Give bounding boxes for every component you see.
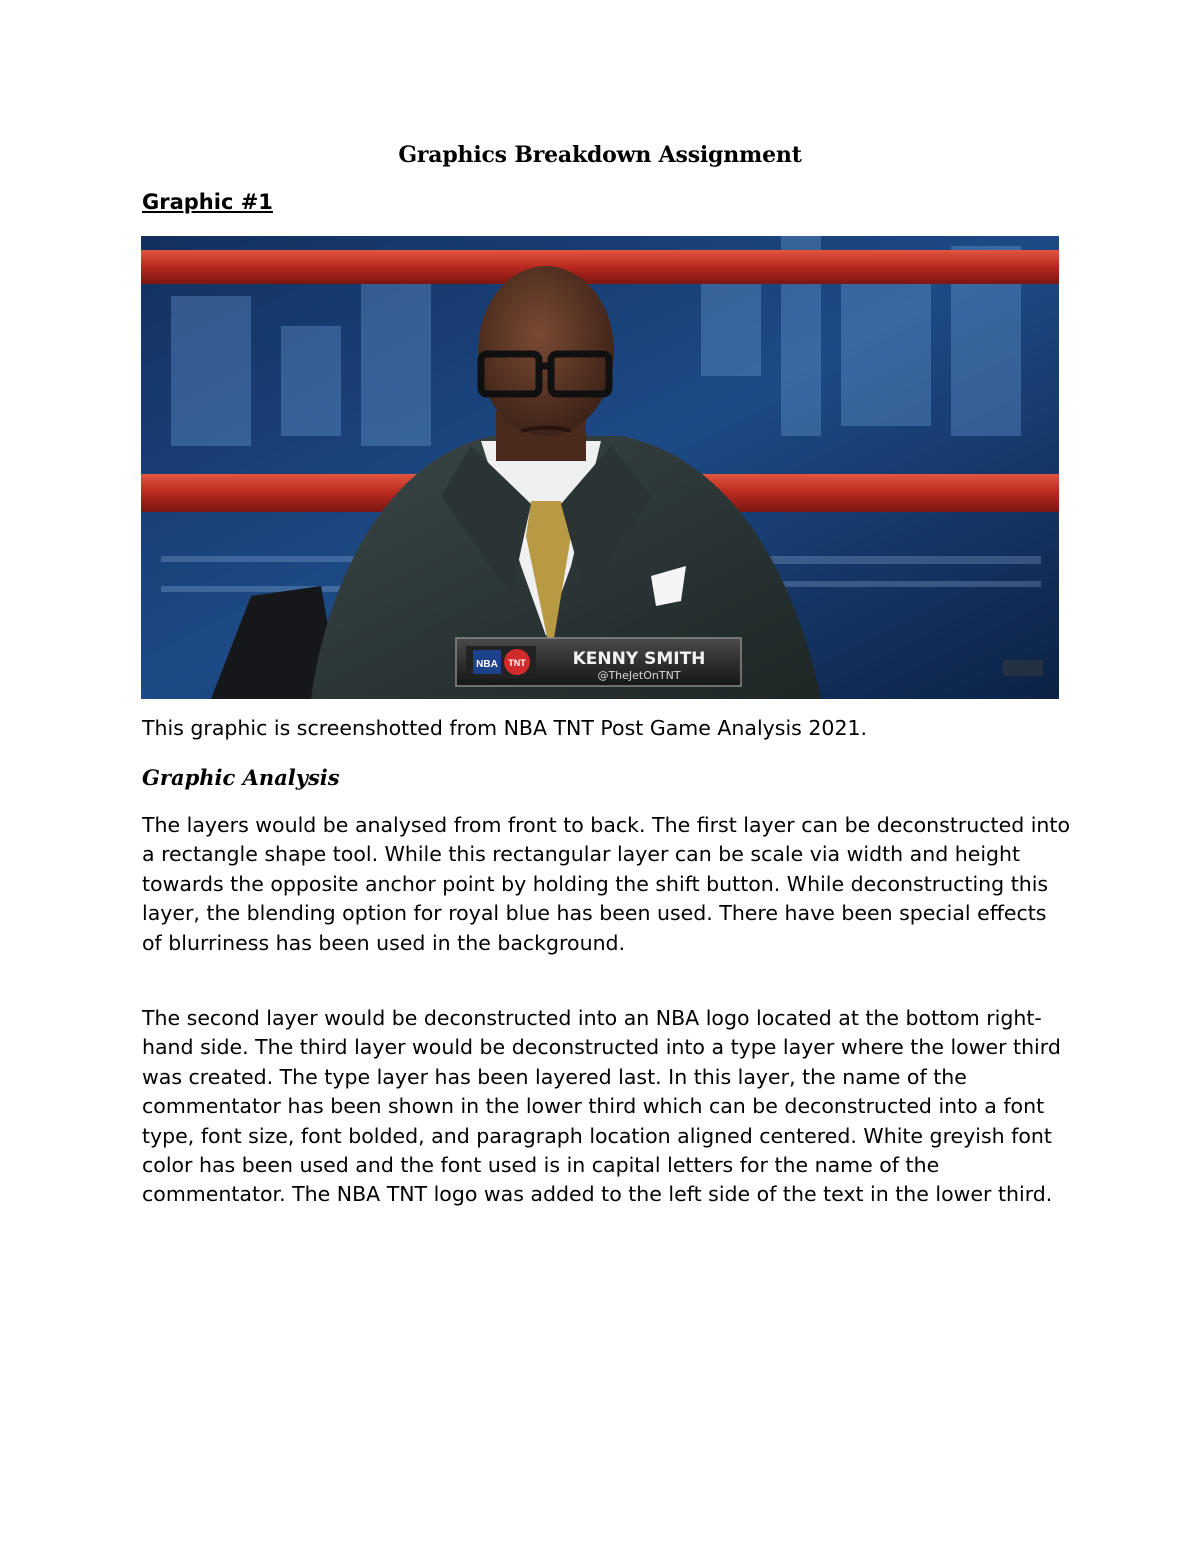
corner-bug xyxy=(1003,660,1043,676)
analysis-paragraph-1: The layers would be analysed from front to back. The first layer can be deconstructed into a rectangle shape tool. While this rectangular layer can be scale via width and height towards the opposite anchor point by holding the shift button. While deconstructing this layer, the blending option for royal blue has been used. There have been special effects of blurriness has been used in the background. xyxy=(142,813,1070,955)
document-title: Graphics Breakdown Assignment xyxy=(398,142,802,168)
lower-third-handle: @TheJetOnTNT xyxy=(597,669,681,682)
lower-third-name: KENNY SMITH xyxy=(572,649,706,669)
tnt-logo-text: TNT xyxy=(508,658,526,668)
broadcast-screenshot xyxy=(141,236,1059,699)
figure-caption: This graphic is screenshotted from NBA TNT Post Game Analysis 2021. xyxy=(142,716,868,740)
lower-third-graphic xyxy=(456,638,741,686)
nba-logo-text: NBA xyxy=(476,659,498,670)
graphic-heading: Graphic #1 xyxy=(142,190,273,214)
analysis-heading: Graphic Analysis xyxy=(142,765,340,790)
analysis-paragraph-2: The second layer would be deconstructed into an NBA logo located at the bottom right-hand side. The third layer would be deconstructed into a type layer where the lower third was created. The type layer has been layered last. In this layer, the name of the commentator has been shown in the lower third which can be deconstructed into a font type, font size, font bolded, and paragraph location aligned centered. White greyish font color has been used and the font used is in capital letters for the name of the commentator. The NBA TNT logo was added to the left side of the text in the lower third. xyxy=(142,1006,1061,1207)
